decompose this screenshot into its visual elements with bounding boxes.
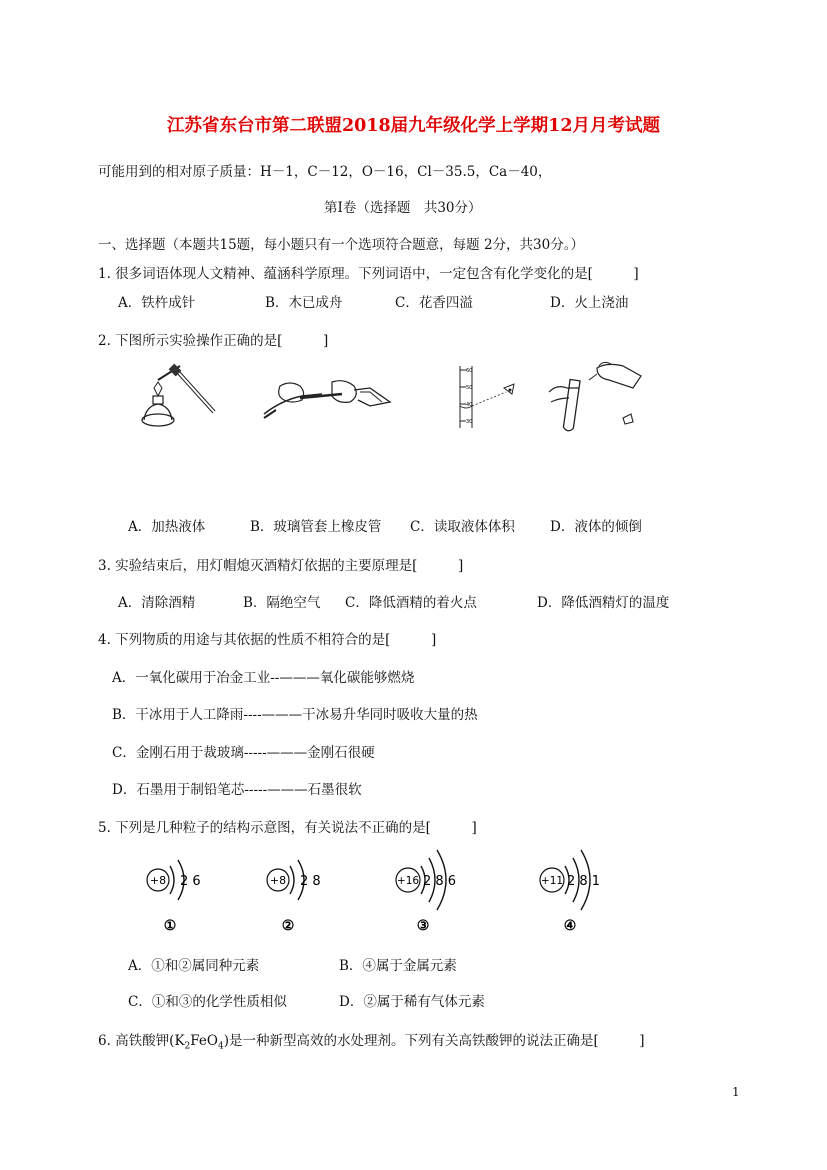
question-1-stem: 1. 很多词语体现人文精神、蕴涵科学原理。下列词语中，一定包含有化学变化的是[ ] bbox=[98, 266, 639, 282]
q3-option-c[interactable]: C．降低酒精的着火点 bbox=[345, 595, 477, 611]
q4-option-a[interactable]: A．一氧化碳用于冶金工业--———氧化碳能够燃烧 bbox=[112, 670, 415, 686]
glass-tube-figure bbox=[262, 378, 392, 423]
q3-option-d[interactable]: D．降低酒精灯的温度 bbox=[537, 595, 670, 611]
particle-1-nucleus: +8 bbox=[149, 874, 167, 887]
mark-40: 40 bbox=[466, 402, 473, 408]
pouring-liquid-figure bbox=[545, 362, 645, 434]
q3-option-a[interactable]: A．清除酒精 bbox=[118, 595, 196, 611]
particle-3-diagram bbox=[393, 840, 473, 934]
question-6-stem bbox=[98, 1029, 645, 1052]
measuring-cylinder-figure bbox=[450, 366, 530, 430]
q6-stem-pre: 6. 高铁酸钾(K bbox=[98, 1033, 185, 1049]
q5-option-a[interactable]: A．①和②属同种元素 bbox=[128, 958, 260, 974]
atomic-masses: 可能用到的相对原子质量：H－1，C－12，O－16，Cl－35.5，Ca－40， bbox=[98, 164, 552, 180]
question-5-stem: 5. 下列是几种粒子的结构示意图，有关说法不正确的是[ ] bbox=[98, 820, 477, 836]
particle-3-electrons: 2 8 6 bbox=[423, 874, 457, 889]
particle-1-diagram bbox=[142, 848, 212, 934]
q1-option-a[interactable]: A．铁杵成针 bbox=[118, 295, 196, 311]
particle-1-electrons: 2 6 bbox=[180, 874, 201, 889]
particle-2-diagram bbox=[262, 848, 332, 934]
particle-4-electrons: 2 8 1 bbox=[567, 874, 601, 889]
page-number: 1 bbox=[732, 1085, 740, 1099]
q6-stem-post: )是一种新型高效的水处理剂。下列有关高铁酸钾的说法正确是[ ] bbox=[223, 1033, 645, 1049]
q3-option-b[interactable]: B．隔绝空气 bbox=[243, 595, 321, 611]
q1-option-d[interactable]: D．火上浇油 bbox=[550, 295, 629, 311]
section-intro: 一、选择题（本题共15题，每小题只有一个选项符合题意，每题 2分，共30分。） bbox=[98, 237, 584, 253]
q4-option-b[interactable]: B．干冰用于人工降雨----———干冰易升华同时吸收大量的热 bbox=[112, 707, 478, 723]
q6-sub-2: 4 bbox=[217, 1041, 224, 1052]
q1-option-b[interactable]: B．木已成舟 bbox=[265, 295, 343, 311]
mark-30: 30 bbox=[466, 419, 473, 425]
particle-1-label: ① bbox=[163, 918, 177, 934]
q2-option-a[interactable]: A．加热液体 bbox=[128, 519, 206, 535]
page-title: 江苏省东台市第二联盟2018届九年级化学上学期12月月考试题 bbox=[166, 116, 661, 136]
q6-stem-mid: FeO bbox=[190, 1033, 218, 1049]
q5-option-b[interactable]: B．④属于金属元素 bbox=[339, 958, 457, 974]
question-3-stem: 3. 实验结束后，用灯帽熄灭酒精灯依据的主要原理是[ ] bbox=[98, 558, 464, 574]
question-2-stem: 2. 下图所示实验操作正确的是[ ] bbox=[98, 333, 329, 349]
q2-option-c[interactable]: C．读取液体体积 bbox=[410, 519, 515, 535]
q5-option-c[interactable]: C．①和③的化学性质相似 bbox=[128, 994, 287, 1010]
q5-option-d[interactable]: D．②属于稀有气体元素 bbox=[339, 994, 485, 1010]
q6-sub-1: 2 bbox=[184, 1041, 191, 1052]
q4-option-c[interactable]: C．金刚石用于裁玻璃-----———金刚石很硬 bbox=[112, 745, 375, 761]
particle-4-nucleus: +11 bbox=[540, 875, 564, 887]
particle-4-diagram bbox=[537, 840, 617, 934]
mark-50: 50 bbox=[466, 385, 473, 391]
particle-2-nucleus: +8 bbox=[269, 874, 287, 887]
q2-option-b[interactable]: B．玻璃管套上橡皮管 bbox=[250, 519, 382, 535]
particle-3-nucleus: +16 bbox=[396, 875, 420, 887]
mark-60: 60 bbox=[466, 368, 473, 374]
q2-option-d[interactable]: D．液体的倾倒 bbox=[550, 519, 642, 535]
particle-2-electrons: 2 8 bbox=[300, 874, 321, 889]
question-4-stem: 4. 下列物质的用途与其依据的性质不相符合的是[ ] bbox=[98, 632, 437, 648]
particle-2-label: ② bbox=[281, 918, 295, 934]
q4-option-d[interactable]: D．石墨用于制铅笔芯-----———石墨很软 bbox=[112, 782, 362, 798]
particle-3-label: ③ bbox=[416, 918, 430, 934]
particle-4-label: ④ bbox=[563, 918, 577, 934]
heating-liquid-figure bbox=[130, 362, 220, 432]
section-title: 第Ⅰ卷（选择题 共30分） bbox=[324, 200, 482, 216]
q1-option-c[interactable]: C．花香四溢 bbox=[395, 295, 473, 311]
